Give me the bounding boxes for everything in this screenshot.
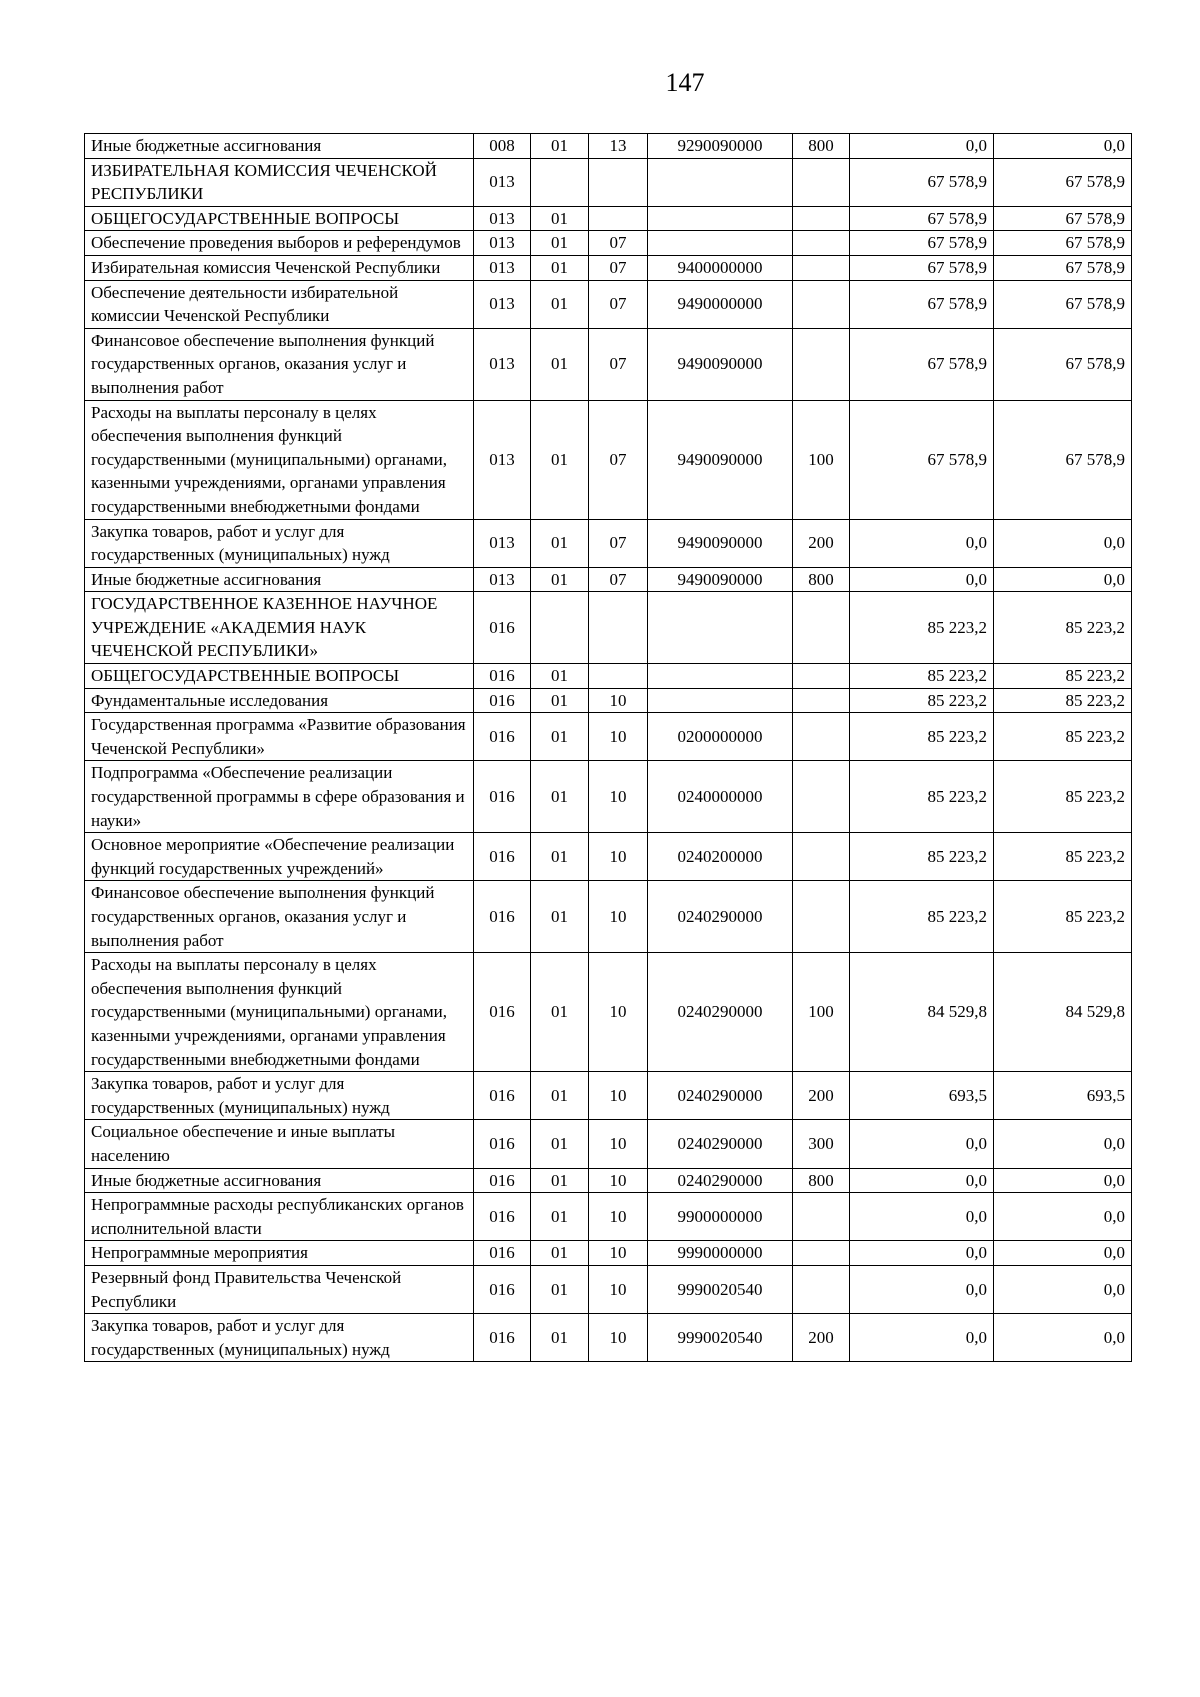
row-name-cell: Закупка товаров, работ и услуг для государственных (муниципальных) нужд bbox=[85, 1314, 474, 1362]
section-code-cell: 01 bbox=[531, 881, 589, 953]
subsection-code-cell: 10 bbox=[589, 833, 648, 881]
expense-type-cell: 100 bbox=[793, 953, 850, 1072]
target-article-cell: 0240290000 bbox=[648, 1168, 793, 1193]
target-article-cell bbox=[648, 231, 793, 256]
amount-year1-cell: 67 578,9 bbox=[850, 206, 994, 231]
section-code-cell: 01 bbox=[531, 328, 589, 400]
amount-year1-cell: 0,0 bbox=[850, 1168, 994, 1193]
table-row bbox=[85, 1193, 1132, 1241]
expense-type-cell bbox=[793, 761, 850, 833]
expense-type-cell: 300 bbox=[793, 1120, 850, 1168]
amount-year1-cell: 693,5 bbox=[850, 1072, 994, 1120]
target-article-cell: 0240290000 bbox=[648, 881, 793, 953]
target-article-cell: 0240000000 bbox=[648, 761, 793, 833]
row-name-cell: Обеспечение проведения выборов и референдумов bbox=[85, 231, 474, 256]
amount-year2-cell: 85 223,2 bbox=[994, 688, 1132, 713]
expense-type-cell bbox=[793, 206, 850, 231]
expense-type-cell bbox=[793, 713, 850, 761]
table-row bbox=[85, 134, 1132, 159]
target-article-cell: 0240200000 bbox=[648, 833, 793, 881]
ved-code-cell: 016 bbox=[474, 1265, 531, 1313]
subsection-code-cell: 07 bbox=[589, 280, 648, 328]
amount-year2-cell: 0,0 bbox=[994, 1314, 1132, 1362]
section-code-cell: 01 bbox=[531, 833, 589, 881]
target-article-cell: 9900000000 bbox=[648, 1193, 793, 1241]
amount-year2-cell: 84 529,8 bbox=[994, 953, 1132, 1072]
row-name-cell: Избирательная комиссия Чеченской Республики bbox=[85, 255, 474, 280]
table-row bbox=[85, 328, 1132, 400]
target-article-cell: 9990020540 bbox=[648, 1265, 793, 1313]
expense-type-cell bbox=[793, 881, 850, 953]
table-row bbox=[85, 1168, 1132, 1193]
amount-year1-cell: 0,0 bbox=[850, 567, 994, 592]
amount-year2-cell: 85 223,2 bbox=[994, 833, 1132, 881]
expense-type-cell bbox=[793, 1241, 850, 1266]
row-name-cell: Расходы на выплаты персоналу в целях обеспечения выполнения функций государственными (муниципальными) органами, казенными учреждениями, органами управления государственными внебюджетными фондами bbox=[85, 953, 474, 1072]
section-code-cell: 01 bbox=[531, 567, 589, 592]
amount-year2-cell: 693,5 bbox=[994, 1072, 1132, 1120]
target-article-cell: 9490000000 bbox=[648, 280, 793, 328]
table-row bbox=[85, 713, 1132, 761]
subsection-code-cell: 10 bbox=[589, 1265, 648, 1313]
row-name-cell: Резервный фонд Правительства Чеченской Республики bbox=[85, 1265, 474, 1313]
amount-year2-cell: 67 578,9 bbox=[994, 158, 1132, 206]
amount-year1-cell: 84 529,8 bbox=[850, 953, 994, 1072]
ved-code-cell: 016 bbox=[474, 1072, 531, 1120]
ved-code-cell: 016 bbox=[474, 592, 531, 664]
page-number: 147 bbox=[665, 68, 705, 97]
ved-code-cell: 013 bbox=[474, 231, 531, 256]
subsection-code-cell: 07 bbox=[589, 255, 648, 280]
target-article-cell: 0240290000 bbox=[648, 1120, 793, 1168]
ved-code-cell: 016 bbox=[474, 688, 531, 713]
target-article-cell bbox=[648, 158, 793, 206]
ved-code-cell: 016 bbox=[474, 833, 531, 881]
amount-year2-cell: 67 578,9 bbox=[994, 206, 1132, 231]
row-name-cell: Непрограммные мероприятия bbox=[85, 1241, 474, 1266]
row-name-cell: Расходы на выплаты персоналу в целях обеспечения выполнения функций государственными (муниципальными) органами, казенными учреждениями, органами управления государственными внебюджетными фондами bbox=[85, 400, 474, 519]
expense-type-cell bbox=[793, 592, 850, 664]
expense-type-cell: 800 bbox=[793, 567, 850, 592]
subsection-code-cell: 10 bbox=[589, 1072, 648, 1120]
subsection-code-cell: 07 bbox=[589, 231, 648, 256]
expense-type-cell: 200 bbox=[793, 1314, 850, 1362]
target-article-cell: 9490090000 bbox=[648, 519, 793, 567]
expense-type-cell bbox=[793, 1193, 850, 1241]
row-name-cell: Иные бюджетные ассигнования bbox=[85, 567, 474, 592]
expense-type-cell bbox=[793, 688, 850, 713]
target-article-cell: 0200000000 bbox=[648, 713, 793, 761]
expense-type-cell: 800 bbox=[793, 1168, 850, 1193]
row-name-cell: Основное мероприятие «Обеспечение реализации функций государственных учреждений» bbox=[85, 833, 474, 881]
ved-code-cell: 016 bbox=[474, 713, 531, 761]
ved-code-cell: 016 bbox=[474, 1314, 531, 1362]
ved-code-cell: 016 bbox=[474, 1168, 531, 1193]
target-article-cell: 9490090000 bbox=[648, 567, 793, 592]
target-article-cell bbox=[648, 592, 793, 664]
ved-code-cell: 016 bbox=[474, 1241, 531, 1266]
section-code-cell: 01 bbox=[531, 1314, 589, 1362]
table-row bbox=[85, 664, 1132, 689]
section-code-cell: 01 bbox=[531, 280, 589, 328]
section-code-cell: 01 bbox=[531, 255, 589, 280]
row-name-cell: Иные бюджетные ассигнования bbox=[85, 1168, 474, 1193]
row-name-cell: Закупка товаров, работ и услуг для государственных (муниципальных) нужд bbox=[85, 1072, 474, 1120]
amount-year2-cell: 0,0 bbox=[994, 1168, 1132, 1193]
table-row bbox=[85, 231, 1132, 256]
section-code-cell: 01 bbox=[531, 519, 589, 567]
amount-year1-cell: 85 223,2 bbox=[850, 713, 994, 761]
section-code-cell: 01 bbox=[531, 713, 589, 761]
amount-year1-cell: 85 223,2 bbox=[850, 592, 994, 664]
ved-code-cell: 013 bbox=[474, 328, 531, 400]
table-row bbox=[85, 1265, 1132, 1313]
row-name-cell: Обеспечение деятельности избирательной комиссии Чеченской Республики bbox=[85, 280, 474, 328]
amount-year1-cell: 85 223,2 bbox=[850, 688, 994, 713]
subsection-code-cell: 10 bbox=[589, 713, 648, 761]
ved-code-cell: 016 bbox=[474, 1120, 531, 1168]
amount-year2-cell: 85 223,2 bbox=[994, 713, 1132, 761]
section-code-cell: 01 bbox=[531, 1193, 589, 1241]
subsection-code-cell: 10 bbox=[589, 1314, 648, 1362]
section-code-cell: 01 bbox=[531, 1072, 589, 1120]
amount-year1-cell: 0,0 bbox=[850, 519, 994, 567]
table-row bbox=[85, 255, 1132, 280]
table-body bbox=[85, 134, 1132, 1362]
amount-year2-cell: 0,0 bbox=[994, 134, 1132, 159]
amount-year2-cell: 0,0 bbox=[994, 1120, 1132, 1168]
subsection-code-cell: 10 bbox=[589, 761, 648, 833]
budget-table bbox=[84, 133, 1132, 1362]
row-name-cell: Иные бюджетные ассигнования bbox=[85, 134, 474, 159]
target-article-cell: 0240290000 bbox=[648, 953, 793, 1072]
subsection-code-cell: 10 bbox=[589, 1120, 648, 1168]
row-name-cell: ГОСУДАРСТВЕННОЕ КАЗЕННОЕ НАУЧНОЕ УЧРЕЖДЕНИЕ «АКАДЕМИЯ НАУК ЧЕЧЕНСКОЙ РЕСПУБЛИКИ» bbox=[85, 592, 474, 664]
table-row bbox=[85, 688, 1132, 713]
target-article-cell: 9990020540 bbox=[648, 1314, 793, 1362]
amount-year1-cell: 85 223,2 bbox=[850, 833, 994, 881]
table-row bbox=[85, 280, 1132, 328]
amount-year2-cell: 0,0 bbox=[994, 567, 1132, 592]
amount-year2-cell: 85 223,2 bbox=[994, 592, 1132, 664]
target-article-cell: 9400000000 bbox=[648, 255, 793, 280]
amount-year1-cell: 0,0 bbox=[850, 1314, 994, 1362]
amount-year1-cell: 85 223,2 bbox=[850, 881, 994, 953]
subsection-code-cell: 07 bbox=[589, 328, 648, 400]
table-row bbox=[85, 761, 1132, 833]
section-code-cell: 01 bbox=[531, 400, 589, 519]
ved-code-cell: 016 bbox=[474, 1193, 531, 1241]
amount-year2-cell: 0,0 bbox=[994, 1193, 1132, 1241]
table-row bbox=[85, 881, 1132, 953]
expense-type-cell bbox=[793, 231, 850, 256]
amount-year1-cell: 85 223,2 bbox=[850, 664, 994, 689]
row-name-cell: Государственная программа «Развитие образования Чеченской Республики» bbox=[85, 713, 474, 761]
section-code-cell: 01 bbox=[531, 1241, 589, 1266]
section-code-cell: 01 bbox=[531, 134, 589, 159]
expense-type-cell bbox=[793, 664, 850, 689]
target-article-cell: 0240290000 bbox=[648, 1072, 793, 1120]
amount-year2-cell: 85 223,2 bbox=[994, 664, 1132, 689]
target-article-cell: 9990000000 bbox=[648, 1241, 793, 1266]
subsection-code-cell: 07 bbox=[589, 567, 648, 592]
section-code-cell: 01 bbox=[531, 1168, 589, 1193]
table-row bbox=[85, 158, 1132, 206]
row-name-cell: Подпрограмма «Обеспечение реализации государственной программы в сфере образования и науки» bbox=[85, 761, 474, 833]
subsection-code-cell: 10 bbox=[589, 1241, 648, 1266]
ved-code-cell: 016 bbox=[474, 953, 531, 1072]
expense-type-cell bbox=[793, 158, 850, 206]
subsection-code-cell bbox=[589, 592, 648, 664]
section-code-cell: 01 bbox=[531, 953, 589, 1072]
subsection-code-cell: 10 bbox=[589, 1193, 648, 1241]
amount-year1-cell: 0,0 bbox=[850, 1265, 994, 1313]
amount-year2-cell: 0,0 bbox=[994, 1265, 1132, 1313]
amount-year1-cell: 0,0 bbox=[850, 134, 994, 159]
target-article-cell: 9490090000 bbox=[648, 328, 793, 400]
target-article-cell bbox=[648, 206, 793, 231]
amount-year2-cell: 67 578,9 bbox=[994, 231, 1132, 256]
subsection-code-cell: 07 bbox=[589, 519, 648, 567]
subsection-code-cell: 10 bbox=[589, 881, 648, 953]
section-code-cell: 01 bbox=[531, 1265, 589, 1313]
amount-year1-cell: 67 578,9 bbox=[850, 328, 994, 400]
subsection-code-cell bbox=[589, 664, 648, 689]
row-name-cell: Социальное обеспечение и иные выплаты населению bbox=[85, 1120, 474, 1168]
subsection-code-cell: 10 bbox=[589, 953, 648, 1072]
section-code-cell bbox=[531, 592, 589, 664]
target-article-cell: 9290090000 bbox=[648, 134, 793, 159]
amount-year2-cell: 85 223,2 bbox=[994, 881, 1132, 953]
amount-year2-cell: 67 578,9 bbox=[994, 400, 1132, 519]
ved-code-cell: 013 bbox=[474, 158, 531, 206]
amount-year1-cell: 0,0 bbox=[850, 1241, 994, 1266]
table-row bbox=[85, 953, 1132, 1072]
expense-type-cell bbox=[793, 833, 850, 881]
target-article-cell bbox=[648, 688, 793, 713]
amount-year2-cell: 67 578,9 bbox=[994, 328, 1132, 400]
amount-year1-cell: 67 578,9 bbox=[850, 158, 994, 206]
subsection-code-cell: 10 bbox=[589, 1168, 648, 1193]
ved-code-cell: 013 bbox=[474, 400, 531, 519]
amount-year2-cell: 0,0 bbox=[994, 1241, 1132, 1266]
amount-year1-cell: 0,0 bbox=[850, 1120, 994, 1168]
subsection-code-cell: 10 bbox=[589, 688, 648, 713]
table-row bbox=[85, 592, 1132, 664]
subsection-code-cell bbox=[589, 158, 648, 206]
section-code-cell: 01 bbox=[531, 231, 589, 256]
expense-type-cell bbox=[793, 255, 850, 280]
subsection-code-cell bbox=[589, 206, 648, 231]
amount-year1-cell: 67 578,9 bbox=[850, 255, 994, 280]
section-code-cell: 01 bbox=[531, 206, 589, 231]
ved-code-cell: 016 bbox=[474, 881, 531, 953]
ved-code-cell: 016 bbox=[474, 664, 531, 689]
row-name-cell: Финансовое обеспечение выполнения функций государственных органов, оказания услуг и выполнения работ bbox=[85, 881, 474, 953]
table-row bbox=[85, 1072, 1132, 1120]
amount-year1-cell: 0,0 bbox=[850, 1193, 994, 1241]
section-code-cell: 01 bbox=[531, 1120, 589, 1168]
target-article-cell bbox=[648, 664, 793, 689]
amount-year1-cell: 67 578,9 bbox=[850, 400, 994, 519]
amount-year2-cell: 0,0 bbox=[994, 519, 1132, 567]
table-row bbox=[85, 519, 1132, 567]
amount-year2-cell: 67 578,9 bbox=[994, 255, 1132, 280]
row-name-cell: ОБЩЕГОСУДАРСТВЕННЫЕ ВОПРОСЫ bbox=[85, 664, 474, 689]
ved-code-cell: 013 bbox=[474, 280, 531, 328]
expense-type-cell: 200 bbox=[793, 1072, 850, 1120]
amount-year2-cell: 67 578,9 bbox=[994, 280, 1132, 328]
ved-code-cell: 016 bbox=[474, 761, 531, 833]
amount-year1-cell: 85 223,2 bbox=[850, 761, 994, 833]
ved-code-cell: 013 bbox=[474, 567, 531, 592]
amount-year2-cell: 85 223,2 bbox=[994, 761, 1132, 833]
expense-type-cell bbox=[793, 1265, 850, 1313]
amount-year1-cell: 67 578,9 bbox=[850, 280, 994, 328]
table-row bbox=[85, 206, 1132, 231]
section-code-cell bbox=[531, 158, 589, 206]
target-article-cell: 9490090000 bbox=[648, 400, 793, 519]
ved-code-cell: 013 bbox=[474, 206, 531, 231]
subsection-code-cell: 13 bbox=[589, 134, 648, 159]
ved-code-cell: 013 bbox=[474, 255, 531, 280]
table-row bbox=[85, 567, 1132, 592]
table-row bbox=[85, 400, 1132, 519]
table-row bbox=[85, 1241, 1132, 1266]
amount-year1-cell: 67 578,9 bbox=[850, 231, 994, 256]
expense-type-cell bbox=[793, 280, 850, 328]
table-row bbox=[85, 833, 1132, 881]
row-name-cell: Финансовое обеспечение выполнения функций государственных органов, оказания услуг и выполнения работ bbox=[85, 328, 474, 400]
row-name-cell: ОБЩЕГОСУДАРСТВЕННЫЕ ВОПРОСЫ bbox=[85, 206, 474, 231]
ved-code-cell: 013 bbox=[474, 519, 531, 567]
section-code-cell: 01 bbox=[531, 688, 589, 713]
expense-type-cell: 100 bbox=[793, 400, 850, 519]
section-code-cell: 01 bbox=[531, 664, 589, 689]
expense-type-cell: 800 bbox=[793, 134, 850, 159]
section-code-cell: 01 bbox=[531, 761, 589, 833]
table-row bbox=[85, 1120, 1132, 1168]
expense-type-cell bbox=[793, 328, 850, 400]
row-name-cell: Закупка товаров, работ и услуг для государственных (муниципальных) нужд bbox=[85, 519, 474, 567]
expense-type-cell: 200 bbox=[793, 519, 850, 567]
row-name-cell: ИЗБИРАТЕЛЬНАЯ КОМИССИЯ ЧЕЧЕНСКОЙ РЕСПУБЛИКИ bbox=[85, 158, 474, 206]
subsection-code-cell: 07 bbox=[589, 400, 648, 519]
row-name-cell: Фундаментальные исследования bbox=[85, 688, 474, 713]
row-name-cell: Непрограммные расходы республиканских органов исполнительной власти bbox=[85, 1193, 474, 1241]
table-row bbox=[85, 1314, 1132, 1362]
ved-code-cell: 008 bbox=[474, 134, 531, 159]
